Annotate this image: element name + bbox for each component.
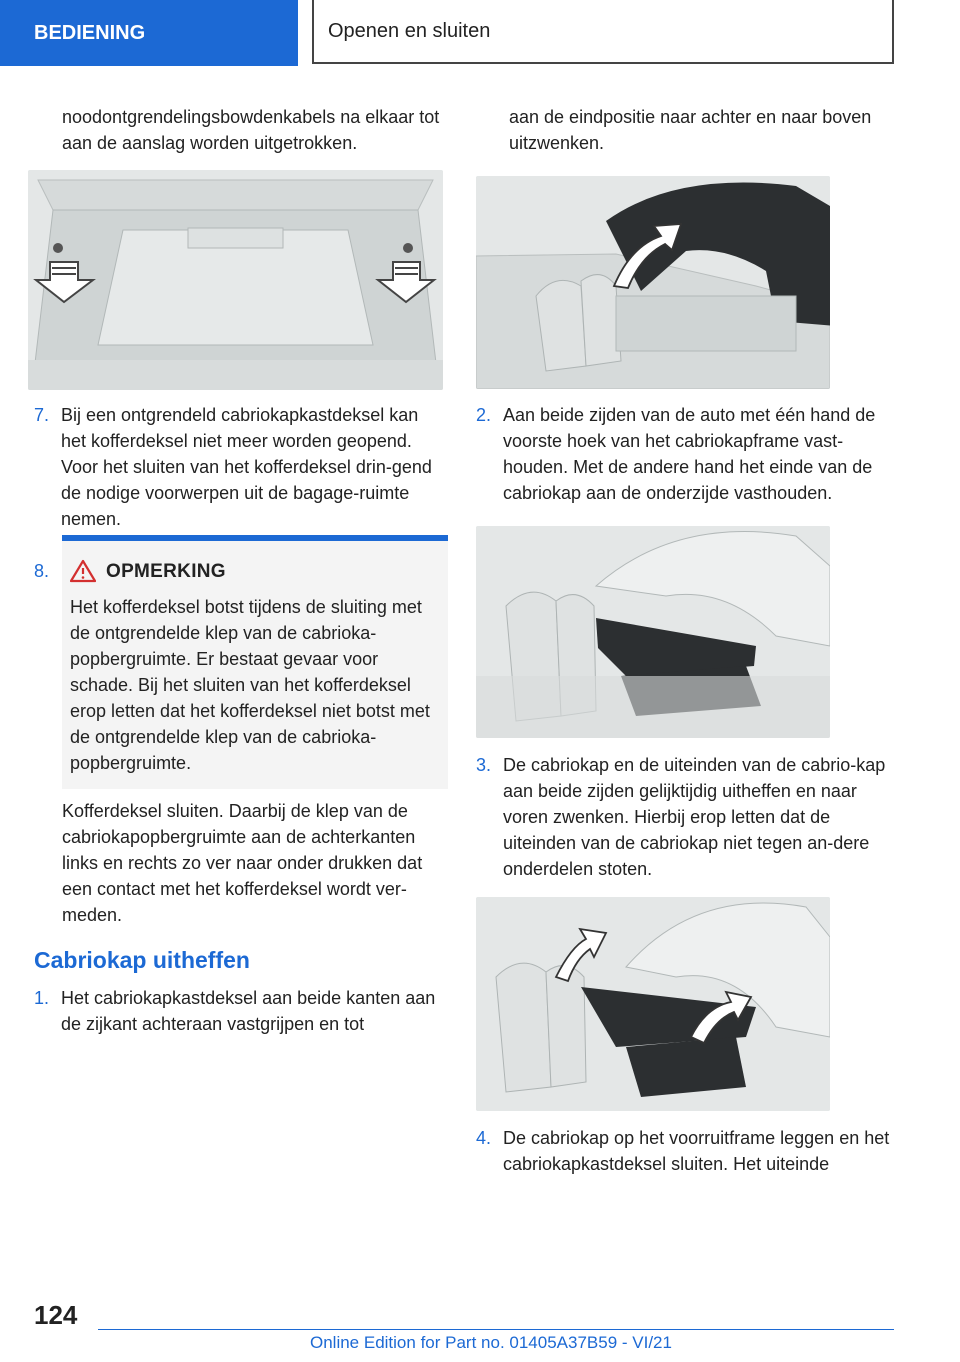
trunk-illustration xyxy=(28,170,443,390)
step-number: 7. xyxy=(34,405,50,425)
step-text: De cabriokap op het voorruitframe leggen en het cabriokapkastdeksel sluiten. Het uiteinde xyxy=(503,1128,890,1174)
step-number: 1. xyxy=(34,988,50,1008)
step-number: 3. xyxy=(476,755,492,775)
note-text: Het kofferdeksel botst tijdens de sluiting met de ontgrendelde klep van de cabrioka-popbergruimte. Er bestaat gevaar voor schade. Bij het sluiten van het kofferdeksel erop letten dat het kofferdeksel niet botst met de ontgrendelde klep van de cabrioka-popbergruimte. xyxy=(70,597,430,773)
step-2 xyxy=(476,402,894,506)
section-heading: Cabriokap uitheffen xyxy=(34,947,250,973)
footer-edition: Online Edition for Part no. 01405A37B59 - VI/21 xyxy=(310,1333,672,1352)
step-text: Het cabriokapkastdeksel aan beide kanten aan de zijkant achteraan vastgrijpen en tot xyxy=(61,988,436,1034)
step-number: 2. xyxy=(476,405,492,425)
section-tab[interactable]: BEDIENING xyxy=(0,0,298,66)
roof-folded-illustration xyxy=(476,526,830,738)
step-text: Aan beide zijden van de auto met één hand de voorste hoek van het cabriokapframe vast-houden. Met de andere hand het einde van de cabriokap aan de onderzijde vasthouden. xyxy=(503,405,876,503)
step-text: Bij een ontgrendeld cabriokapkastdeksel kan het kofferdeksel niet meer worden geopend. Voor het sluiten van het kofferdeksel drin-gend de nodige voorwerpen uit de bagage-ruimte nemen. xyxy=(61,405,432,529)
step-text: De cabriokap en de uiteinden van de cabrio-kap aan beide zijden gelijktijdig uitheffen en naar voren zwenken. Hierbij erop letten dat de uiteinden van de cabriokap niet tegen an-dere onderdelen stoten. xyxy=(503,755,886,879)
roof-lift-illustration xyxy=(476,176,830,389)
step-8-text xyxy=(62,798,448,928)
intro-text: noodontgrendelingsbowdenkabels na elkaar tot aan de aanslag worden uitgetrokken. xyxy=(62,107,440,153)
note-title: OPMERKING xyxy=(106,561,226,582)
step-1 xyxy=(34,985,448,1037)
roof-forward-illustration xyxy=(476,897,830,1111)
step-number: 4. xyxy=(476,1128,492,1148)
step-7 xyxy=(34,402,448,532)
chapter-title: Openen en sluiten xyxy=(312,0,894,64)
page-number: 124 xyxy=(34,1300,78,1330)
footer-divider xyxy=(98,1329,894,1330)
step-text: Kofferdeksel sluiten. Daarbij de klep van de cabriokapopbergruimte aan de achterkanten links en rechts zo ver naar onder drukken dat een contact met het kofferdeksel wordt ver-meden. xyxy=(62,801,423,925)
step-number: 8. xyxy=(34,561,50,581)
right-intro xyxy=(509,104,894,156)
left-intro xyxy=(62,104,448,156)
warning-icon xyxy=(70,559,96,583)
step-4 xyxy=(476,1125,894,1177)
step-3 xyxy=(476,752,894,882)
intro-text: aan de eindpositie naar achter en naar boven uitzwenken. xyxy=(509,107,872,153)
